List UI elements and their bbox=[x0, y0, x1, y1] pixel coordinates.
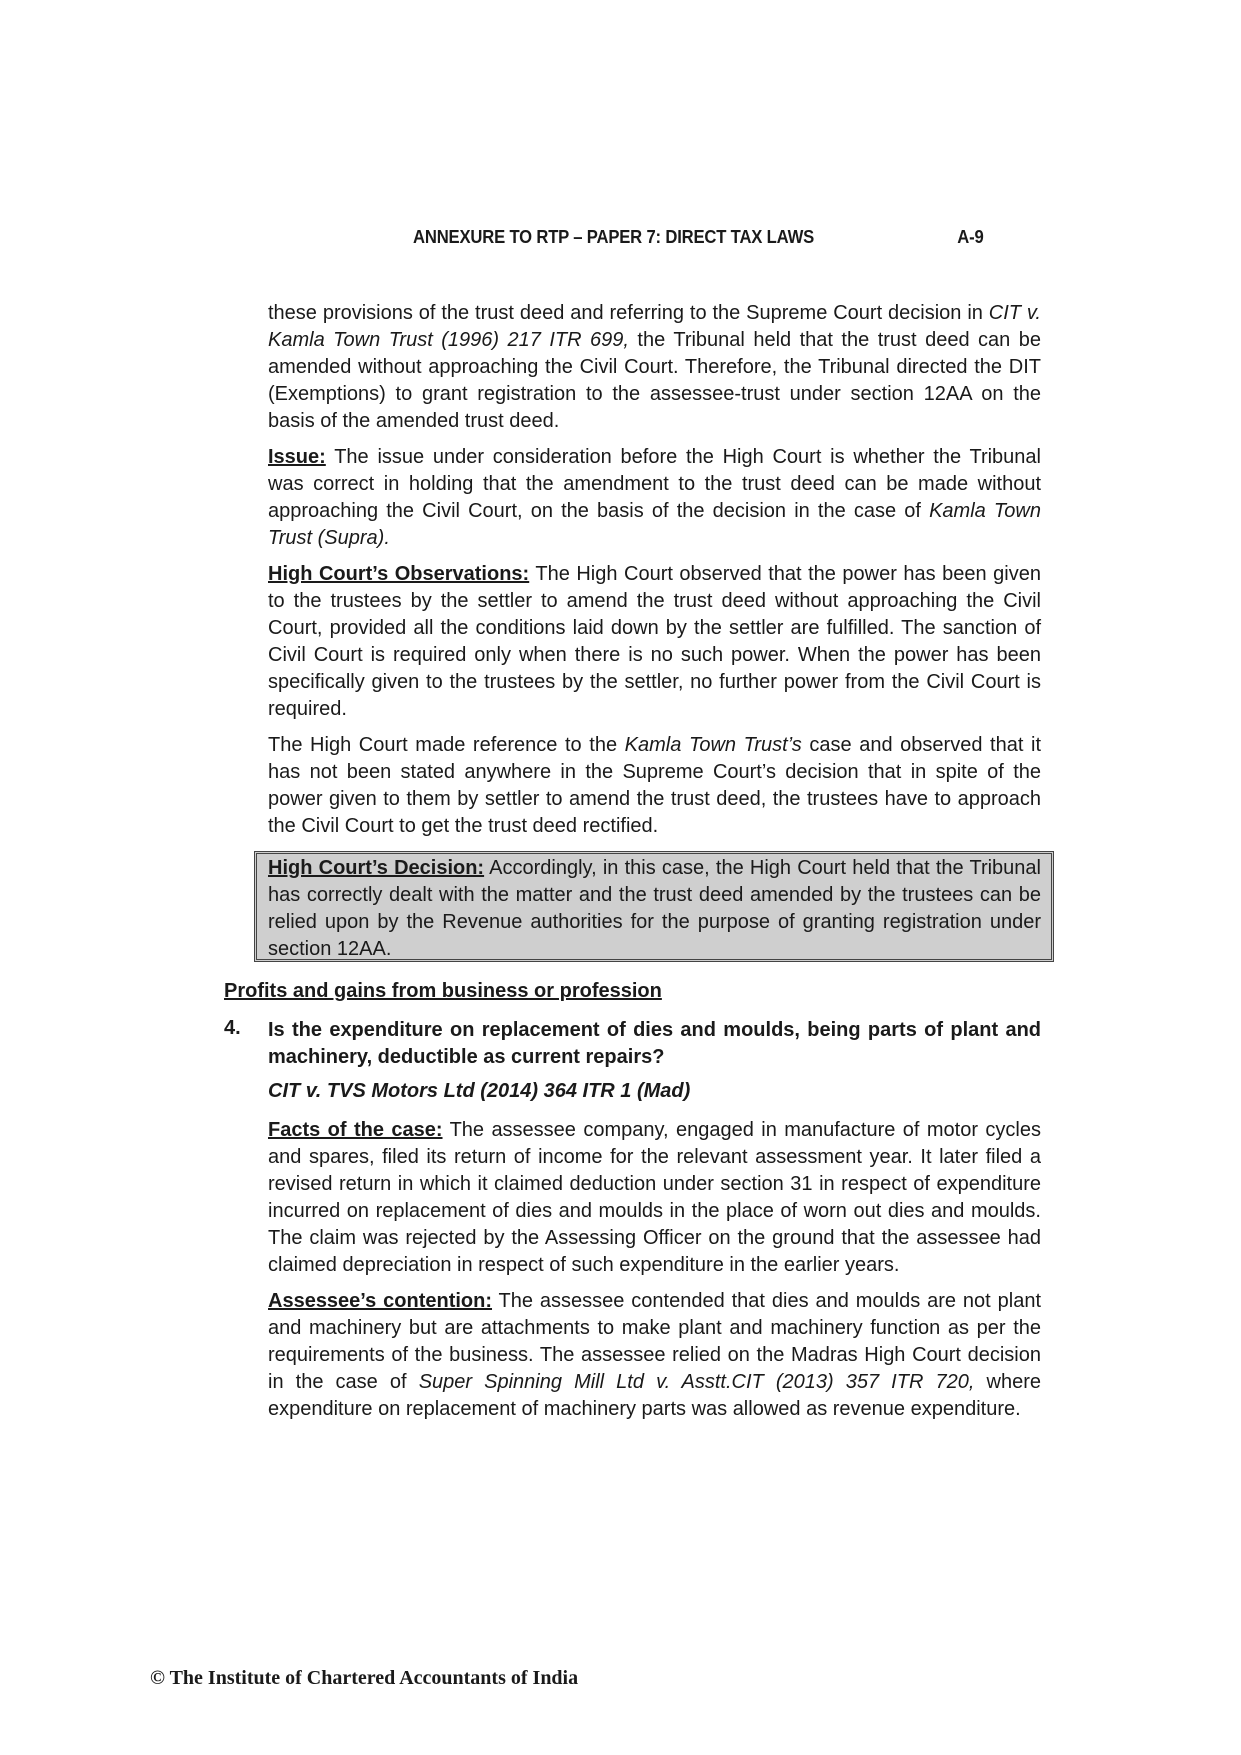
issue-label: Issue: bbox=[268, 446, 326, 468]
question-text: Is the expenditure on replacement of dies and moulds, being parts of plant and machinery, deductible as current repairs? bbox=[268, 1019, 1041, 1068]
decision-paragraph bbox=[268, 855, 1041, 963]
header-title: ANNEXURE TO RTP – PAPER 7: DIRECT TAX LAWS bbox=[413, 226, 815, 247]
reference-citation: Kamla Town Trust’s bbox=[624, 734, 802, 756]
contention-text-2: where expenditure on replacement of machinery parts was allowed as revenue expenditure. bbox=[268, 1371, 1042, 1420]
page-number: A-9 bbox=[957, 226, 984, 247]
upper-body bbox=[268, 300, 1041, 849]
facts-label: Facts of the case: bbox=[268, 1119, 443, 1141]
intro-paragraph bbox=[268, 300, 1041, 435]
contention-citation: Super Spinning Mill Ltd v. Asstt.CIT (2013) 357 ITR 720, bbox=[418, 1371, 975, 1393]
issue-text-1: The issue under consideration before the High Court is whether the Tribunal was correct in holding that the amendment to the trust deed can be made without approaching the Civil Court, on the basis of the decision in the case of bbox=[268, 446, 1041, 522]
lower-body bbox=[268, 1117, 1041, 1432]
section-heading: Profits and gains from business or profession bbox=[224, 980, 662, 1002]
contention-text-1: The assessee contended that dies and moulds are not plant and machinery but are attachments to make plant and machinery function as per the requirements of the business. The assessee relied on the Madras High Court decision in the case of bbox=[268, 1290, 1041, 1393]
reference-text-2: case and observed that it has not been stated anywhere in the Supreme Court’s decision that in spite of the power given to them by settler to amend the trust deed, the trustees have to approach the Civil Court to get the trust deed rectified. bbox=[268, 734, 1041, 837]
decision-text: Accordingly, in this case, the High Court held that the Tribunal has correctly dealt with the matter and the trust deed amended by the trustees can be relied upon by the Revenue authorities for the purpose of granting registration under section 12AA. bbox=[268, 857, 1041, 960]
facts-paragraph bbox=[268, 1117, 1041, 1279]
case-citation: CIT v. TVS Motors Ltd (2014) 364 ITR 1 (Mad) bbox=[268, 1080, 691, 1102]
intro-text-2: the Tribunal held that the trust deed can be amended without approaching the Civil Court. Therefore, the Tribunal directed the DIT (Exemptions) to grant registration to the assessee-trust under section 12AA on the basis of the amended trust deed. bbox=[268, 329, 1041, 432]
observations-paragraph bbox=[268, 561, 1041, 723]
issue-citation: Kamla Town Trust (Supra). bbox=[268, 500, 1041, 549]
question-number: 4. bbox=[224, 1017, 241, 1039]
observations-label: High Court’s Observations: bbox=[268, 563, 530, 585]
facts-text: The assessee company, engaged in manufacture of motor cycles and spares, filed its return of income for the relevant assessment year. It later filed a revised return in which it claimed deduction under section 31 in respect of expenditure incurred on replacement of dies and moulds in the place of worn out dies and moulds. The claim was rejected by the Assessing Officer on the ground that the assessee had claimed depreciation in respect of such expenditure in the earlier years. bbox=[268, 1119, 1041, 1276]
decision-label: High Court’s Decision: bbox=[268, 857, 485, 879]
contention-label: Assessee’s contention: bbox=[268, 1290, 493, 1312]
reference-text-1: The High Court made reference to the bbox=[268, 734, 625, 756]
footer-copyright: © The Institute of Chartered Accountants of India bbox=[150, 1667, 579, 1689]
issue-paragraph bbox=[268, 444, 1041, 552]
intro-text-1: these provisions of the trust deed and referring to the Supreme Court decision in bbox=[268, 302, 989, 324]
observations-text: The High Court observed that the power has been given to the trustees by the settler to amend the trust deed without approaching the Civil Court, provided all the conditions laid down by the settler are fulfilled. The sanction of Civil Court is required only when there is no such power. When the power has been specifically given to the trustees by the settler, no further power from the Civil Court is required. bbox=[268, 563, 1041, 720]
reference-paragraph bbox=[268, 732, 1041, 840]
intro-citation: CIT v. Kamla Town Trust (1996) 217 ITR 699, bbox=[268, 302, 1041, 351]
contention-paragraph bbox=[268, 1288, 1041, 1423]
